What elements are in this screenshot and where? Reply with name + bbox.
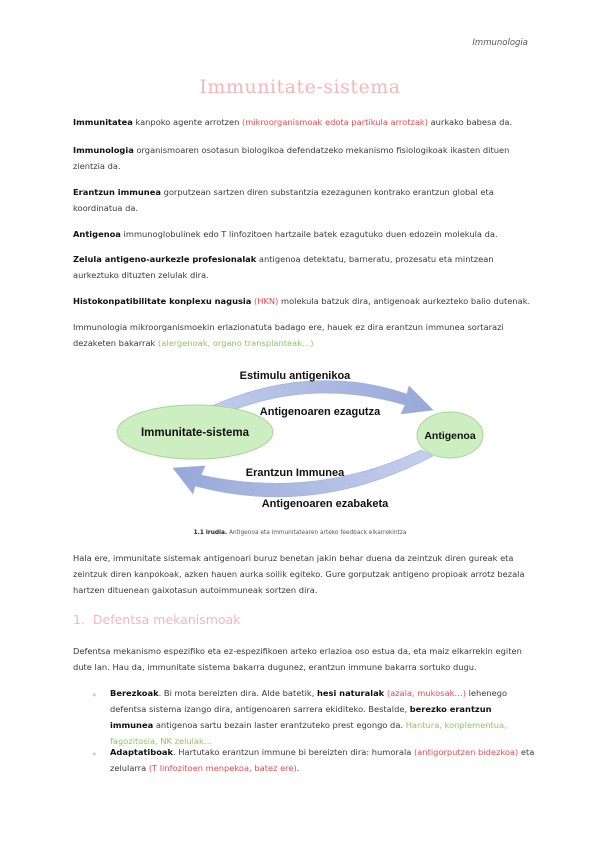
feedback-diagram [115,360,485,520]
left-node-label: Immunitate-sistema [140,427,250,439]
bullet-dot: • [91,748,98,761]
paragraph-other-triggers: Immunologia mikroorganismoekin erlazionatuta badago ere, hauek ez dira erantzun immunea sortarazi dezaketen bakarrak (alergenoak, organo transplanteak…) [73,322,504,348]
right-node-label: Antigenoa [424,430,476,442]
definition-antigenoa: Antigenoa immunoglobulinek edo T linfozitoen hartzaile batek ezagutuko duen edozein molekula da. [73,229,498,239]
definition-immunologia: Immunologia organismoaren osotasun biologikoa defendatzeko mekanismo fisiologikoak ikasten dituen zientzia da. [73,145,510,171]
page-title: Immunitate-sistema [199,76,401,98]
figure-caption: 1.1 irudia. Antigenoa eta immunitatearen arteko feedback elkarrekintza [193,530,407,536]
paragraph-defense-relation: Defentsa mekanismo espezifiko eta ez-espezifikoen arteko erlazioa oso estua da, eta maiz elkarrekin egiten dute lan. Hau da, immunitate sistema bakarra dugunez, erantzun immune bakarra sortuko dugu. [73,646,522,672]
term: Immunitatea [73,117,133,127]
list-item-berezkoak: Berezkoak. Bi mota bereizten dira. Alde batetik, hesi naturalak (azala, mukosak…) lehenego defentsa sistema izango dira, antigenoaren sarrera ekiditeko. Bestalde, berezko erantzun immunea antigenoa sartu bezain laster erantzuteko prest egongo da. Hantura, konplementua, fagozitosia, NK zelulak… [110,688,508,746]
recognition-label: Antigenoaren ezagutza [259,406,381,418]
top-arrow-label: Estimulu antigenikoa [239,370,351,382]
term: Histokonpatibilitate konplexu nagusia [73,296,252,306]
section-heading: 1. Defentsa mekanismoak [73,612,241,627]
term: Immunologia [73,145,134,155]
elimination-label: Antigenoaren ezabaketa [261,498,389,510]
paragraph-self-nonself: Hala ere, immunitate sistemak antigenoari buruz benetan jakin behar duena da zeintzuk diren gureak eta zeintzuk diren kanpokoak, azken hauen aurka soilik egiteko. Gure gorputzak antigeno propioak arrotz bezala hartzen dituenean gaixotasun autoimmuneak sortzen dira. [73,553,525,595]
running-header: Immunologia [472,38,528,48]
list-item-adaptatiboak: Adaptatiboak. Hartutako erantzun immune bi bereizten dira: humorala (antigorputzen bidezkoa) eta zelularra (T linfozitoen menpekoa, batez ere). [110,747,535,773]
bullet-dot: • [91,689,98,702]
term: Erantzun immunea [73,187,161,197]
response-label: Erantzun Immunea [245,467,345,479]
definition-erantzun-immunea: Erantzun immunea gorputzean sartzen diren substantzia ezezagunen kontrako erantzun global eta koordinatua da. [73,187,494,213]
definition-zelula-aurkezleak: Zelula antigeno-aurkezle profesionalak antigenoa detektatu, barneratu, prozesatu eta mintzean aurkeztuko dituzten zelulak dira. [73,254,494,280]
term: Zelula antigeno-aurkezle profesionalak [73,254,257,264]
definition-hkn: Histokonpatibilitate konplexu nagusia (HKN) molekula batzuk dira, antigenoak aurkezteko balio dutenak. [73,296,531,306]
term: Antigenoa [73,229,121,239]
definition-immunitatea: Immunitatea kanpoko agente arrotzen (mikroorganismoak edota partikula arrotzak) aurkako babesa da. [73,117,513,127]
